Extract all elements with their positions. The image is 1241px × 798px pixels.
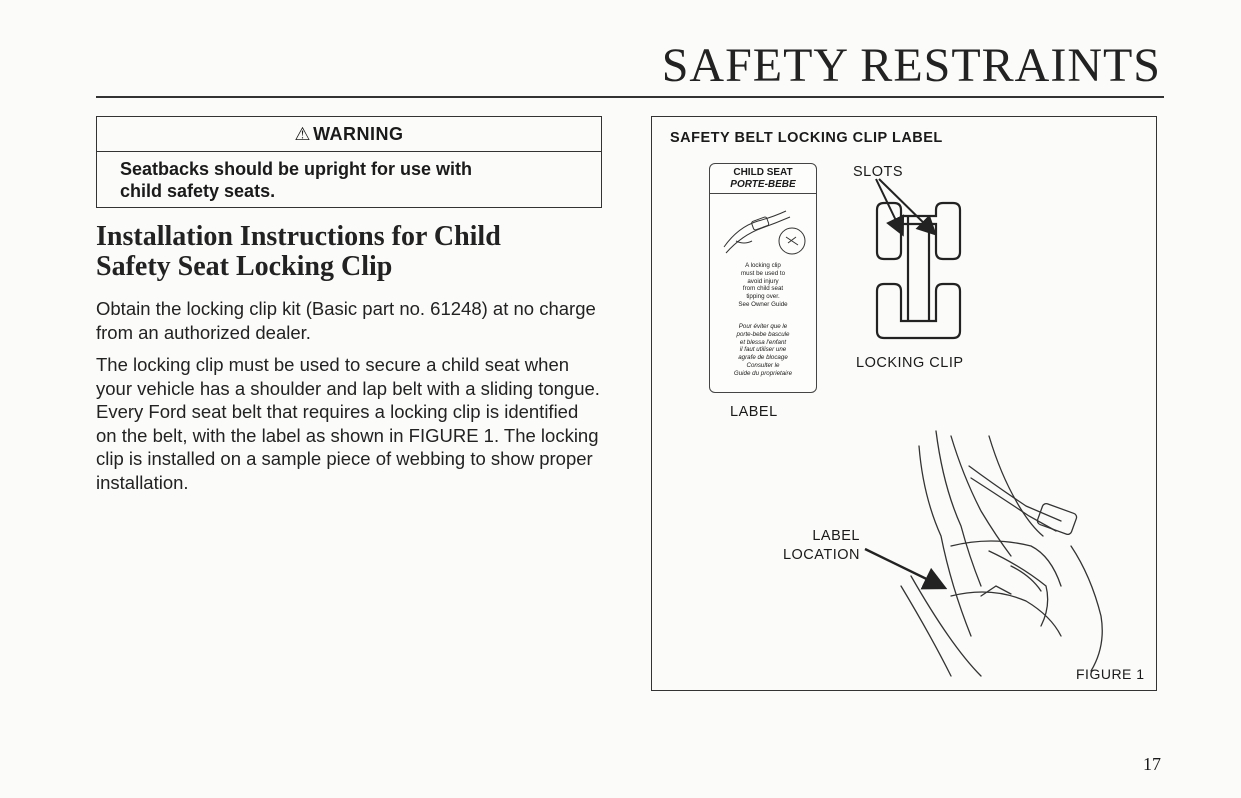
warning-box <box>96 116 602 208</box>
label-location-arrow <box>865 549 943 587</box>
paragraph-1: Obtain the locking clip kit (Basic part no. 61248) at no charge from an authorized dealer. <box>96 298 596 343</box>
slots-label: SLOTS <box>853 164 904 180</box>
label-location-line-1: LABEL <box>812 528 860 544</box>
page-title: SAFETY RESTRAINTS <box>661 39 1161 92</box>
locking-clip-label: LOCKING CLIP <box>856 355 964 371</box>
section-heading-line-2: Safety Seat Locking Clip <box>96 251 393 282</box>
figure-title: SAFETY BELT LOCKING CLIP LABEL <box>670 130 943 146</box>
card-text-en: A locking clip must be used to avoid injury from child seat tipping over. See Owner Guide <box>738 262 788 308</box>
warning-text-line-1: Seatbacks should be upright for use with <box>120 159 473 179</box>
seat-belt-pictogram-icon <box>718 197 810 257</box>
card-text-fr: Pour éviter que le porte-bebe bascule et blessa l'enfant il faut utiliser une agrafe de blocage Consulter le Guide du proprietaire <box>733 323 793 377</box>
label-location-caption <box>780 527 860 565</box>
warning-text-line-2: child safety seats. <box>120 181 276 201</box>
warning-triangle-icon: ⚠ <box>294 123 312 144</box>
warning-heading: WARNING <box>313 123 404 144</box>
title-divider <box>96 96 1164 98</box>
locking-clip-icon <box>877 203 960 338</box>
child-seat-label-card <box>709 163 817 393</box>
card-divider <box>710 193 816 194</box>
label-caption: LABEL <box>730 404 778 420</box>
warning-text <box>97 152 601 202</box>
paragraph-2: The locking clip must be used to secure a child seat when your vehicle has a shoulder and lap belt with a sliding tongue. Every Ford seat belt that requires a locking clip is identified on the belt, with the label as shown in FIGURE 1. The locking clip is installed on a sample piece of webbing to show proper installation. <box>96 354 600 493</box>
section-heading-line-1: Installation Instructions for Child <box>96 221 501 252</box>
seat-belt-sketch <box>901 431 1102 676</box>
label-location-line-2: LOCATION <box>782 547 860 563</box>
page-number: 17 <box>1143 754 1161 774</box>
warning-header <box>97 117 601 152</box>
card-title-fr: PORTE-BEBE <box>730 179 796 190</box>
section-heading <box>96 222 596 282</box>
figure-caption: FIGURE 1 <box>1076 666 1145 682</box>
card-title-en: CHILD SEAT <box>733 167 793 178</box>
